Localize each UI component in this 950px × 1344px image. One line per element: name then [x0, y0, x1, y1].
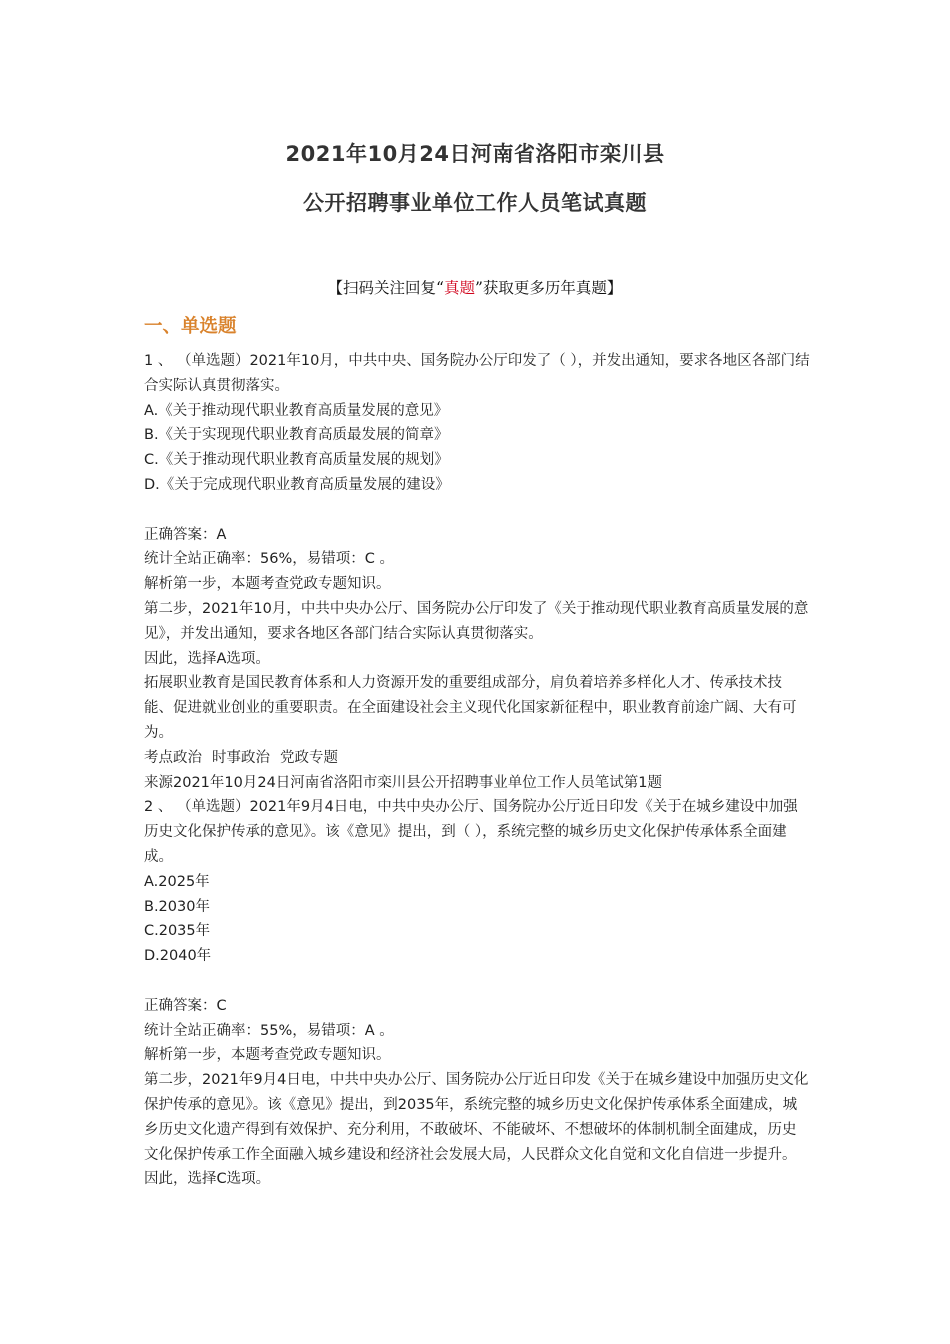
question-1	[144, 349, 810, 795]
accuracy-stats: 统计全站正确率：55%，易错项：A 。	[144, 1022, 394, 1039]
correct-answer: 正确答案：C	[144, 997, 227, 1014]
keypoint-3: 党政专题	[280, 749, 338, 766]
option-b: B.《关于实现现代职业教育高质最发展的简章》	[144, 427, 449, 444]
keypoint-2: 时事政治	[212, 749, 270, 766]
promo-banner	[0, 276, 950, 298]
analysis-step-1: 解析第一步，本题考查党政专题知识。	[144, 1047, 391, 1064]
question-stem: 2 、 （单选题）2021年9月4日电，中共中央办公厅、国务院办公厅近日印发《关于在城乡建设中加强历史文化保护传承的意见》。该《意见》提出，到（ ），系统完整的城乡历史文化保护传承体系全面建成。	[144, 799, 798, 865]
promo-highlight: 真题	[443, 279, 475, 297]
keypoints	[144, 746, 810, 771]
keypoint-1: 考点政治	[144, 749, 202, 766]
option-a: A.《关于推动现代职业教育高质量发展的意见》	[144, 402, 449, 419]
analysis-conclusion: 因此，选择A选项。	[144, 650, 270, 667]
question-2	[144, 795, 810, 1192]
correct-answer: 正确答案：A	[144, 526, 227, 543]
analysis-step-2: 第二步，2021年9月4日电，中共中央办公厅、国务院办公厅近日印发《关于在城乡建设中加强历史文化保护传承的意见》。该《意见》提出，到2035年，系统完整的城乡历史文化保护传承体系全面建成，城乡历史文化遗产得到有效保护、充分利用，不敢破坏、不能破坏、不想破坏的体制机制全面建成，历史文化保护传承工作全面融入城乡建设和经济社会发展大局，人民群众文化自觉和文化自信进一步提升。	[144, 1072, 809, 1163]
document-title-line2: 公开招聘事业单位工作人员笔试真题	[303, 191, 647, 215]
promo-prefix: 【扫码关注回复“	[327, 279, 444, 297]
questions-content	[144, 349, 810, 1192]
option-a: A.2025年	[144, 873, 210, 890]
analysis-conclusion: 因此，选择C选项。	[144, 1171, 271, 1188]
analysis-step-1: 解析第一步，本题考查党政专题知识。	[144, 576, 391, 593]
question-stem: 1 、 （单选题）2021年10月，中共中央、国务院办公厅印发了（ ），并发出通知，要求各地区各部门结合实际认真贯彻落实。	[144, 353, 810, 394]
question-source: 来源2021年10月24日河南省洛阳市栾川县公开招聘事业单位工作人员笔试第1题	[144, 774, 663, 791]
spacer	[144, 969, 810, 994]
analysis-step-2: 第二步，2021年10月，中共中央办公厅、国务院办公厅印发了《关于推动现代职业教育高质量发展的意见》，并发出通知，要求各地区各部门结合实际认真贯彻落实。	[144, 600, 809, 642]
section-heading: 一、单选题	[144, 316, 237, 337]
spacer	[144, 498, 810, 523]
option-d: D.《关于完成现代职业教育高质量发展的建设》	[144, 476, 450, 493]
option-c: C.2035年	[144, 923, 211, 940]
analysis-extension: 拓展职业教育是国民教育体系和人力资源开发的重要组成部分，肩负着培养多样化人才、传承技术技能、促进就业创业的重要职责。在全面建设社会主义现代化国家新征程中，职业教育前途广阔、大有可为。	[144, 675, 797, 741]
option-b: B.2030年	[144, 898, 210, 915]
promo-suffix: ”获取更多历年真题】	[475, 279, 623, 297]
option-d: D.2040年	[144, 948, 212, 965]
document-title-line1: 2021年10月24日河南省洛阳市栾川县	[285, 142, 665, 166]
option-c: C.《关于推动现代职业教育高质量发展的规划》	[144, 452, 449, 469]
accuracy-stats: 统计全站正确率：56%，易错项：C 。	[144, 551, 394, 568]
